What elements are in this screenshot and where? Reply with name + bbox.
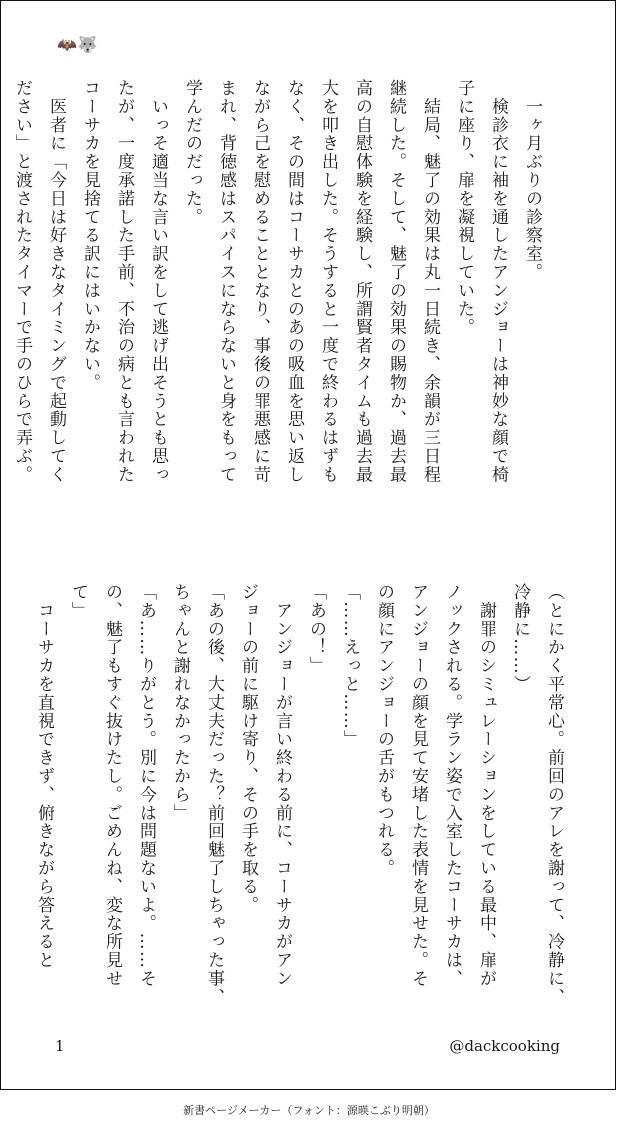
- author-handle: @dackcooking: [449, 1037, 560, 1055]
- bat-wolf-emoji: 🦇🐺: [57, 35, 99, 54]
- generator-credit: 新書ページメーカー（フォント：源暎こぶり明朝）: [183, 1104, 435, 1117]
- lower-text-block: （とにかく平常心。前回のアレを謝って、冷静に、 冷静に……） 謝罪のシミュレーションをしている最中、扉が ノックされる。学ラン姿で入室したコーサカは、 アンジョーの顔を見て安堵した表情を見せた。そ の顔にアンジョーの舌がもつれる。 「……えっと……」 「あの！」 アンジョーが言い終わる前に、コーサカがアン ジョーの前に駆け寄り、その手を取る。 「あの後、大丈夫だった？前回魅了しちゃった事、 ちゃんと謝れなかったから」 「あ……りがとう。別に今は問題ないよ。……そ の、魅了もすぐ抜けたし。ごめんね、変な所見せ て」 コーサカを直視できず、俯きながら答えると: [34, 583, 564, 1007]
- upper-text-block: 一ヶ月ぶりの診察室。 検診衣に袖を通したアンジョーは神妙な顔で椅 子に座り、扉を凝視していた。 結局、魅了の効果は丸一日続き、余韻が三日程 継続した。そして、魅了の効果の賜物か、過去最 高の自慰体験を経験し、所謂賢者タイムも過去最 大を叩き出した。そうすると一度で終わるはずも なく、その間はコーサカとのあの吸血を思い返し ながら己を慰めることとなり、事後の罪悪感に苛 まれ、背徳感はスパイスにならないと身をもって 学んだのだった。 いっそ適当な言い訳をして逃げ出そうとも思っ たが、一度承諾した手前、不治の病とも言われた コーサカを見捨てる訳にはいかない。 医者に「今日は好きなタイミングで起動してく ださい」と渡されたタイマーで手のひらで弄ぶ。: [12, 79, 542, 484]
- page-number: 1: [55, 1037, 65, 1055]
